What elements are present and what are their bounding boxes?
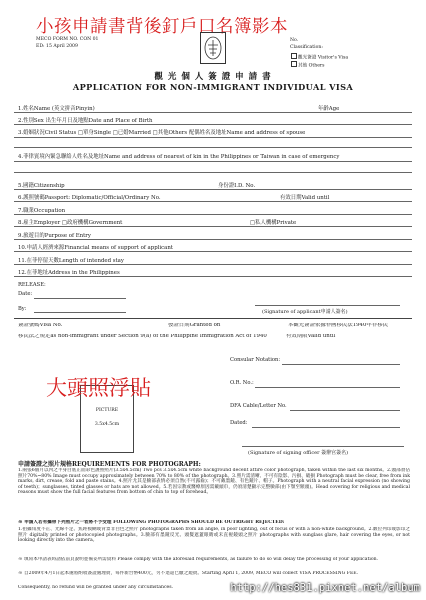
- classification-label: Classification:: [290, 45, 323, 50]
- requirements-body: 1.兩張6個月以內之半身白底正面彩色護照照片(3.5x4.5cm) Two pcs 3.5x4.5cm white background decent attire color photograph, taken within the last six months。2.頭部須佔照片70%~80% Image must occupy approximately between 70% to 80% of the photograph。3.照片需清晰、不可有陰影、污損、破損 Photograph must be clear, free from ink marks, dirt, crease, fold and paste stains。4.照片尤其是臉部表情必須自然(不可露齒)；不可戴墨鏡、有色鏡片、帽子。Photograph with a neutral facial expression (no showing of teeth)；sunglasses, tinted glasses or hats are not allowed。5.若因宗教或醫療原因需戴頭巾，仍須清楚顯示完整臉部(由下顎至額頭)。Head covering for religious and medical reasons must show the full facial features from bottom of chin to top of forehead。: [18, 468, 410, 496]
- watermark-url: http://hes831.pixnet.net/album: [230, 582, 420, 594]
- field-stay[interactable]: [18, 256, 410, 264]
- field-civil-status-label: 3.婚姻狀況Civil Status □單身Single □已婚Married □其他Others 配偶姓名及地址Name and address of spouse: [18, 130, 306, 136]
- consular-notation-label: Consular Notation:: [230, 357, 281, 363]
- release-by-label: By:: [18, 306, 27, 312]
- field-emergency-label: 4.菲律賓境內緊急聯絡人姓名及地址Name and address of nearest of kin in the Philippines or Taiwan in case of emergency: [18, 154, 340, 160]
- field-address[interactable]: [18, 268, 410, 276]
- field-sex-label: 2.性別Sex 出生年月日及地點Date and Place of Birth: [18, 118, 153, 124]
- field-id-label: 身份證I.D. No.: [218, 183, 256, 189]
- field-passport[interactable]: [18, 193, 410, 201]
- field-civil-line: [14, 137, 412, 138]
- meco-seal-logo: [200, 32, 226, 64]
- field-passport-line: [14, 201, 412, 202]
- or-line: [255, 387, 400, 388]
- reject-body: 1.拍攝角度不正、光線不足、焦距模糊或背景非白色之照片 photographs taken from an angle, in poor lighting, out of focus or with a non-white background。2.數位列印或影印之照片 digitally printed or photocopied photographs。3.臉部有墨鏡反光、頭髮遮蓋眼睛或未直視鏡頭之照片 photographs with sunglass glare, hair covering the eyes, or not looking directly into the camera。: [18, 527, 410, 544]
- others-label: 其他 Others: [298, 63, 325, 69]
- field-sex-line: [14, 124, 412, 125]
- photo-label: PICTURE: [95, 408, 119, 413]
- field-purpose-label: 9.旅遊目的Purpose of Entry: [18, 233, 91, 239]
- visitor-visa-label: 觀光簽證 Visitor's Visa: [298, 55, 349, 61]
- field-passport-label: 6.護照號碼Passport: Diplomatic/Official/Ordinary No.: [18, 195, 161, 201]
- field-financial-label: 10.申請人經濟來源Financial means of support of applicant: [18, 245, 173, 251]
- apply-note: ※ 填寫本申請表時請依前頁說明並備妥所需資料 Please comply with the aforesaid requirements, as failure to do so will delay the processing of your application.: [18, 557, 378, 562]
- form-code: MECO FORM NO. CON 01: [36, 37, 99, 42]
- field-stay-label: 11.在菲停留天數Length of intended stay: [18, 258, 124, 264]
- fee-note-2: Consequently, no refund will be granted under any circumstances.: [18, 585, 174, 590]
- field-citizenship-line: [14, 189, 412, 190]
- section-divider: [14, 318, 412, 319]
- field-stay-line: [14, 264, 412, 265]
- form-edition: ED: 15 April 2009: [36, 44, 78, 49]
- release-date-line: [34, 298, 126, 299]
- field-age-label: 年齡Age: [318, 106, 340, 112]
- title-en: APPLICATION FOR NON-IMMIGRANT INDIVIDUAL VISA: [72, 82, 354, 92]
- officer-signature-line: [242, 446, 404, 447]
- visitor-visa-option[interactable]: [290, 53, 348, 61]
- field-employer-label: 8.雇主Employer □政府機構Government: [18, 220, 123, 226]
- banner-text: 小孩申請書背後釘戶口名簿影本: [36, 17, 288, 37]
- dfa-cable-label: DFA Cable/Letter No.: [230, 403, 287, 409]
- field-citizenship-label: 5.國籍Citizenship: [18, 183, 65, 189]
- field-passport-valid-label: 有效日期Valid until: [280, 195, 330, 201]
- field-employer-private-label: □私人機構Private: [250, 220, 297, 226]
- field-emergency-line-2: [14, 172, 412, 173]
- field-sex[interactable]: [18, 116, 410, 124]
- field-address-label: 12.在菲地址Address in the Philippines: [18, 270, 120, 276]
- field-employer[interactable]: [18, 218, 410, 226]
- visa-valid-until-label: 有效期限Valid until: [286, 334, 336, 339]
- field-occupation-line: [14, 214, 412, 215]
- field-financial-line: [14, 251, 412, 252]
- visa-no-label: 簽證號碼Visa No.: [18, 323, 63, 328]
- field-civil-status[interactable]: [18, 128, 410, 136]
- release-date-label: Date:: [18, 291, 33, 297]
- field-name-line: [14, 112, 412, 113]
- consular-line: [282, 364, 400, 365]
- title-zh: 觀 光 個 人 簽 證 申 請 書: [154, 72, 272, 82]
- reject-heading: ※ 申請人若有攜帶下列照片之一者將不予受理 FOLLOWING PHOTOGRAPHS SHOULD BE OUTRIGHT REJECTED:: [18, 520, 285, 525]
- dated-line: [252, 427, 400, 428]
- applicant-signature-caption: (Signature of applicant申請人簽名): [262, 309, 348, 315]
- field-emergency-line: [14, 161, 412, 162]
- field-purpose-line: [14, 239, 412, 240]
- dfa-line: [290, 410, 400, 411]
- visa-number-row[interactable]: [18, 323, 410, 329]
- officer-signature-caption: (Signature of signing officer 簽辦官簽名): [248, 450, 349, 456]
- field-name[interactable]: [18, 104, 410, 112]
- release-label: RELEASE:: [18, 282, 46, 288]
- photo-size: 3.5x4.5cm: [94, 422, 120, 427]
- release-by-line: [34, 312, 126, 313]
- others-checkbox[interactable]: [291, 61, 297, 67]
- field-occupation-label: 7.職業Occupation: [18, 208, 66, 214]
- field-civil-line-2: [14, 147, 412, 148]
- field-name-label: 1.姓名Name (英文拼音Pinyin): [18, 106, 95, 112]
- field-occupation[interactable]: [18, 206, 410, 214]
- field-financial[interactable]: [18, 243, 410, 251]
- others-option[interactable]: [290, 61, 325, 69]
- field-employer-line: [14, 226, 412, 227]
- visa-section-row: [18, 334, 410, 340]
- no-label: No.: [290, 38, 299, 43]
- rule-text: 本觀光簽證依據菲國移民法1940年非移民: [288, 323, 388, 328]
- section-text: 移民法之規定as non-immigrant under Section 9(a) of the Philippine Immigration Act of 1940: [18, 334, 267, 339]
- field-address-line: [14, 276, 412, 277]
- granted-on-label: 發證日期Granted on: [168, 323, 221, 328]
- field-purpose[interactable]: [18, 231, 410, 239]
- fee-note: ※ 自2009年4月1日起本處將酌收簽證處理費，每件新台幣400元，另不退還已繳之規費。Starting April 1, 2009, MECO will collect VISA PROCESSING FEE.: [18, 571, 359, 576]
- or-number-label: O.R. No.:: [230, 380, 254, 386]
- visitor-visa-checkbox[interactable]: [291, 53, 297, 59]
- dated-label: Dated:: [230, 420, 248, 426]
- requirements-heading: 申請簽證之照片規格REQUIREMENTS FOR PHOTOGRAPH:: [18, 461, 201, 468]
- field-citizenship[interactable]: [18, 181, 410, 189]
- applicant-signature-line: [255, 305, 400, 306]
- photo-overlay-text: 大頭照浮貼: [46, 376, 151, 400]
- field-emergency[interactable]: [18, 152, 410, 160]
